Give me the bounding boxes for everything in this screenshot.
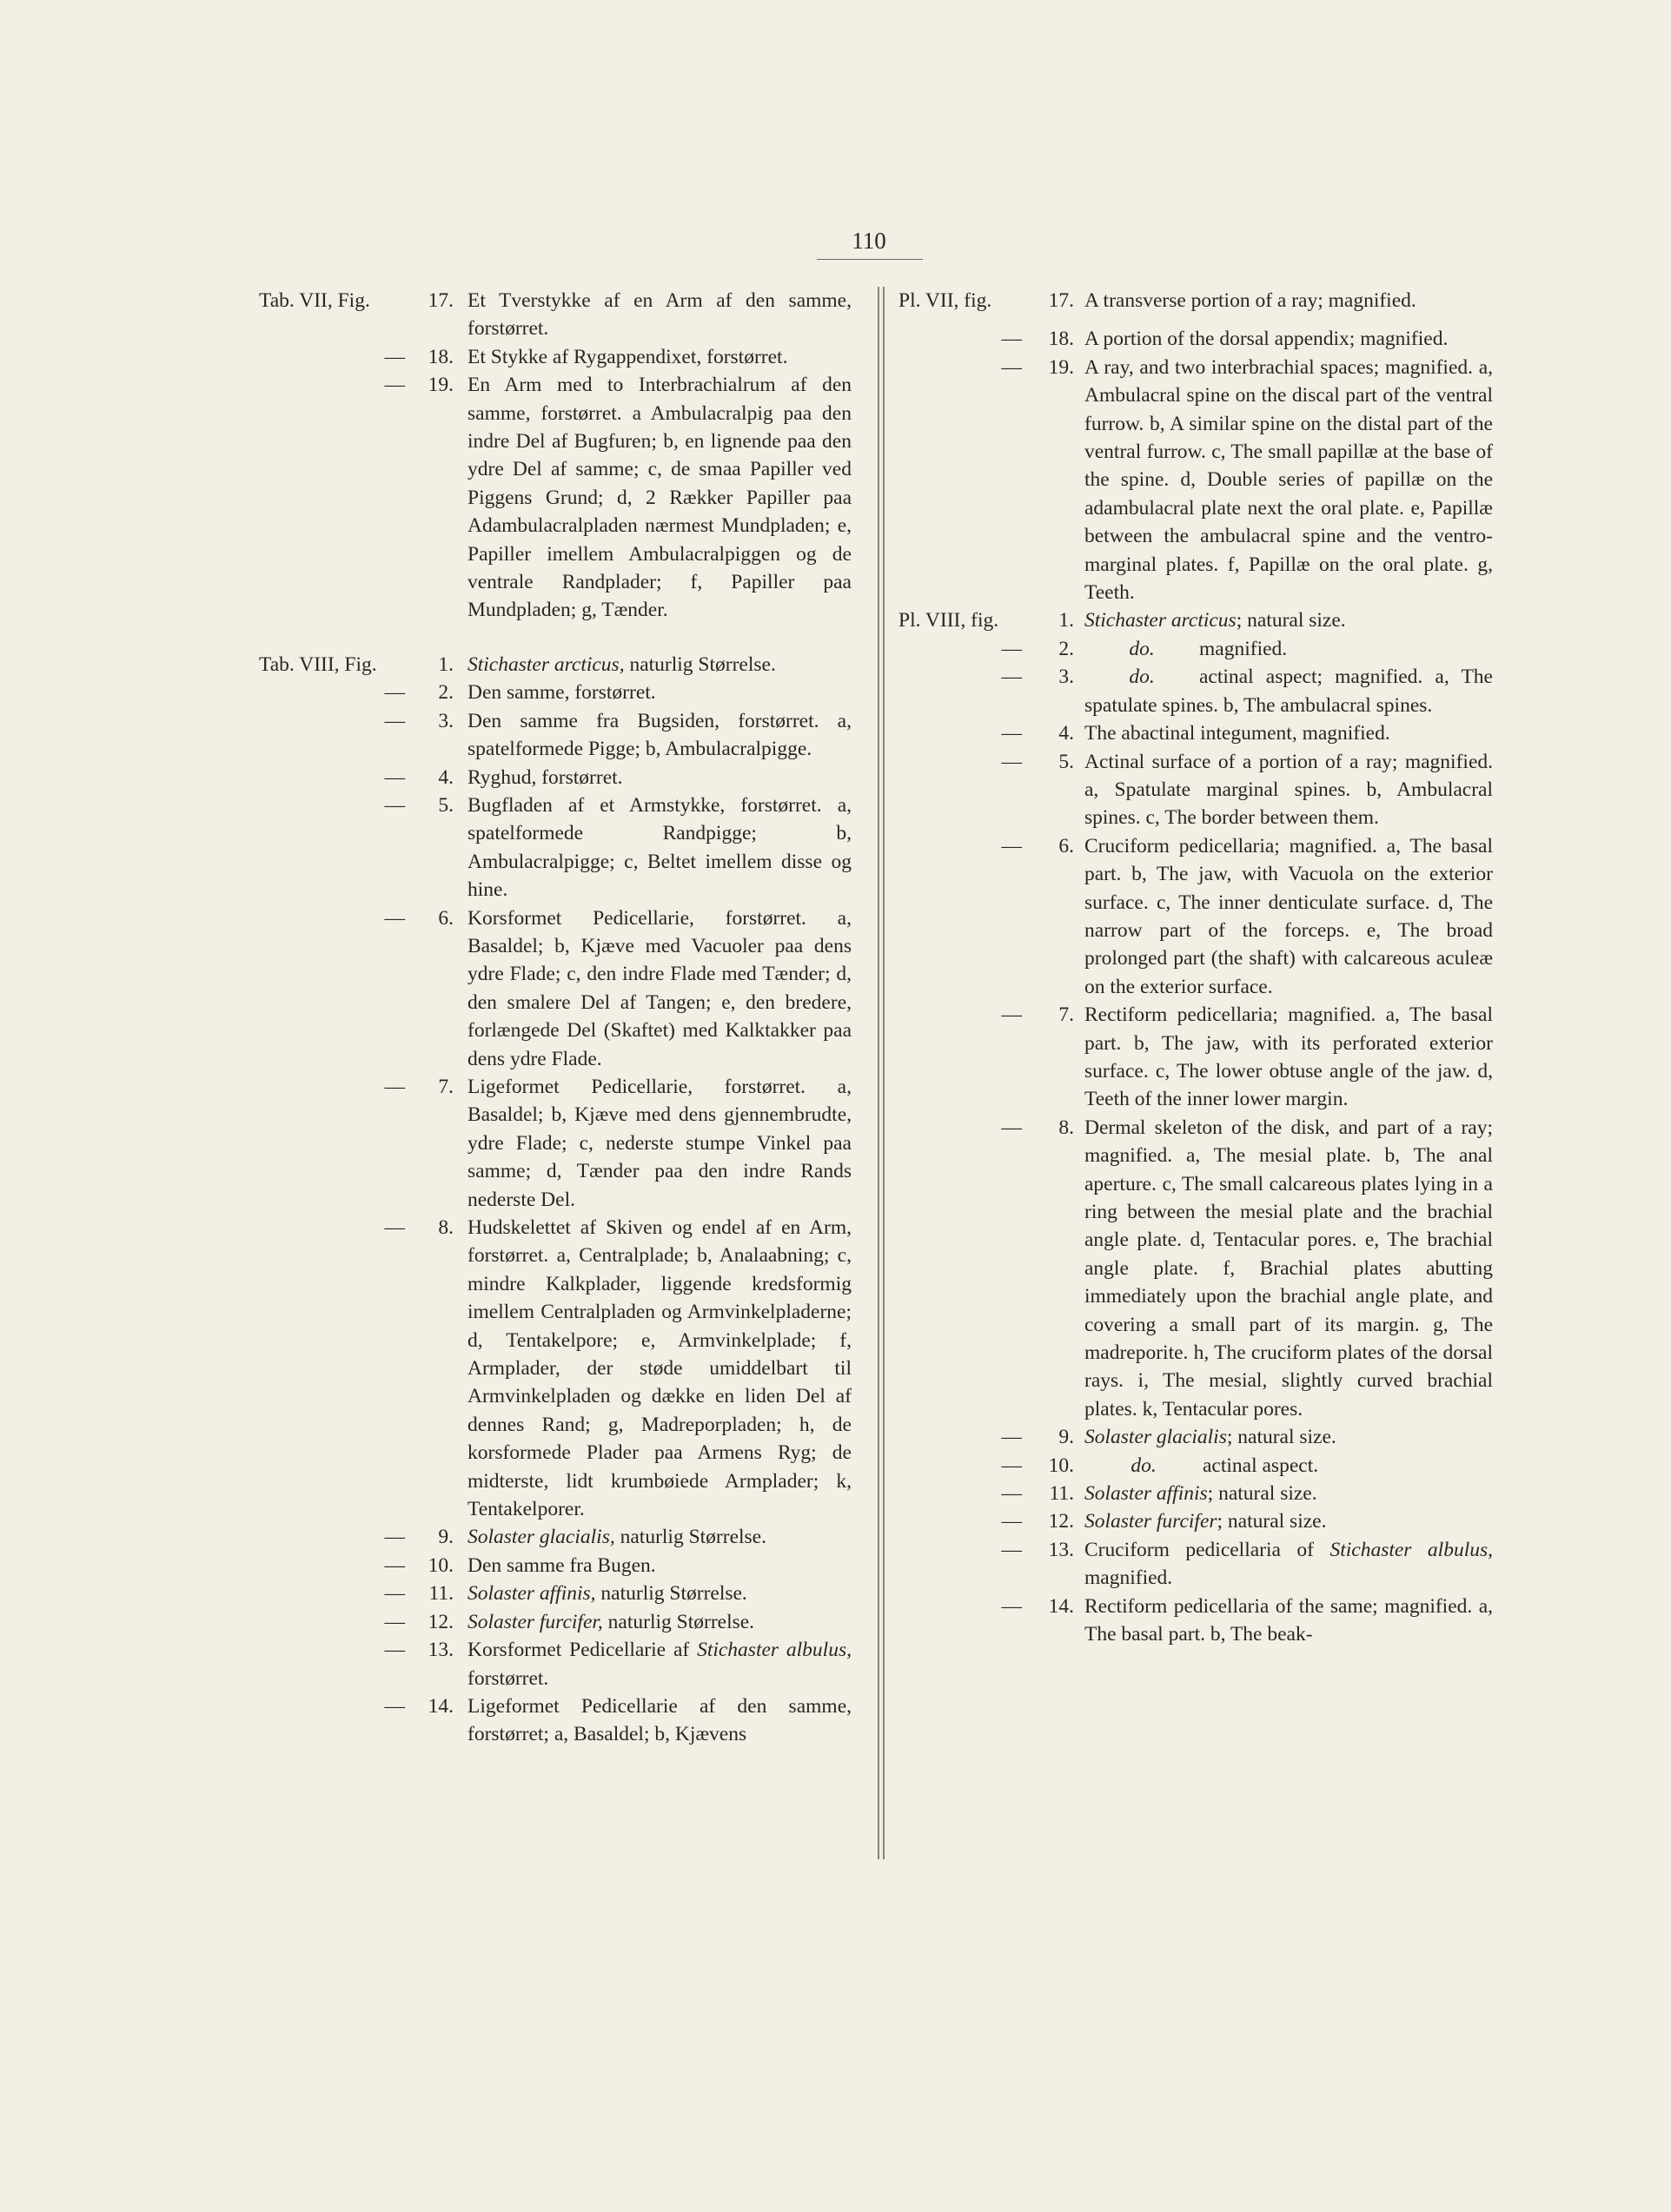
dash: — [1001, 1426, 1022, 1449]
legend-text: A ray, and two interbrachial spaces; magnified. a, Ambulacral spine on the discal part of the ventral furrow. b, A similar spine on the distal part of the ventral furrow. c, The small papillæ at the base of the spine. d, Double series of papillæ on the adambulacral plate next the oral plate. e, Papillæ between the ambulacral spine and the ventro-marginal plates. f, Papillæ on the oral plate. g, Teeth. [1084, 355, 1493, 605]
species-name: Stichaster arcticus, [467, 652, 625, 676]
dash: — [384, 374, 405, 397]
dash: — [1001, 750, 1022, 773]
species-name: Stichaster albulus, [697, 1639, 852, 1662]
figure-number: 8. [1058, 1116, 1074, 1139]
legend-text: A portion of the dorsal appendix; magnified. [1084, 328, 1449, 351]
legend-entry [259, 1636, 852, 1692]
legend-entry [898, 832, 1493, 1001]
dash: — [1001, 328, 1022, 351]
legend-entry [259, 371, 852, 625]
legend-text: Hudskelettet af Skiven og endel af en Arm, forstørret. a, Centralplade; b, Analaabning; c, mindre Kalkplader, liggende kredsformig imellem Centralpladen og Armvinkelpladerne; d, Tentakelpore; e, Armvinkelplade; f, Armplader, der støde umiddelbart til Armvinkelpladen og dække en liden Del af dennes Rand; g, Madreporpladen; h, de korsformede Plader paa Armens Ryg; de midterste, lidt krumbøiede Armplader; k, Tentakelporer. [467, 1216, 852, 1521]
figure-number: 17. [1048, 289, 1074, 312]
figure-number: 3. [438, 709, 454, 732]
column-divider [878, 287, 879, 1859]
english-column [898, 287, 1493, 1649]
dash: — [384, 1553, 405, 1577]
dash: — [1001, 1538, 1022, 1561]
legend-text: Ligeformet Pedicellarie af den samme, forstørret; a, Basaldel; b, Kjævens [467, 1694, 852, 1746]
plate-label: Pl. VII, fig. [898, 289, 992, 312]
dash: — [384, 1216, 405, 1239]
figure-number: 3. [1058, 666, 1074, 689]
species-name: Solaster furcifer, [467, 1610, 603, 1633]
dash: — [384, 906, 405, 930]
legend-text: En Arm med to Interbrachialrum af den samme, forstørret. a Ambulacralpig paa den indre Del af Bugfuren; b, en lignende paa den ydre Del af samme; c, de smaa Papiller ved Piggens Grund; d, 2 Rækker Papiller paa Adambulacralpladen nærmest Mundpladen; e, Papiller imellem Ambulacralpiggen og de ventrale Randplader; f, Papiller paa Mundpladen; g, Tænder. [467, 374, 852, 622]
legend-text: do. magnified. [1084, 635, 1493, 663]
legend-entry [259, 764, 852, 791]
legend-entry [259, 1552, 852, 1580]
legend-entry [259, 1523, 852, 1551]
figure-number: 12. [428, 1610, 454, 1633]
legend-text: The abactinal integument, magnified. [1084, 722, 1390, 745]
dash: — [384, 1582, 405, 1606]
legend-text: Actinal surface of a portion of a ray; magnified. a, Spatulate marginal spines. b, Ambulacral spines. c, The border between them. [1084, 750, 1493, 830]
dash: — [1001, 355, 1022, 379]
figure-number: 10. [428, 1553, 454, 1577]
dash: — [1001, 1116, 1022, 1139]
figure-number: 9. [438, 1526, 454, 1549]
figure-number: 11. [1049, 1482, 1074, 1506]
figure-number: 11. [428, 1582, 454, 1606]
legend-entry [259, 904, 852, 1073]
species-name: Stichaster arcticus [1084, 609, 1237, 632]
figure-number: 12. [1048, 1510, 1074, 1533]
figure-number: 18. [1048, 328, 1074, 351]
figure-number: 4. [1058, 722, 1074, 745]
legend-text: Korsformet Pedicellarie, forstørret. a, Basaldel; b, Kjæve med Vacuoler paa dens ydre Flade; c, den indre Flade med Tænder; d, den smalere Del af Tangen; e, den bredere, forlængede Del (Skaftet) med Kalktakker paa dens ydre Flade. [467, 906, 852, 1070]
legend-text: Ryghud, forstørret. [467, 765, 623, 789]
figure-number: 17. [428, 289, 454, 312]
dash: — [384, 1610, 405, 1633]
figure-number: 19. [1048, 355, 1074, 379]
dash: — [384, 1526, 405, 1549]
dash: — [384, 765, 405, 789]
species-name: Solaster glacialis [1084, 1426, 1227, 1449]
legend-entry [898, 1536, 1493, 1593]
dash: — [1001, 834, 1022, 858]
legend-entry [259, 679, 852, 706]
legend-text: Korsformet Pedicellarie af Stichaster albulus, forstørret. [467, 1639, 852, 1690]
legend-text: Den samme fra Bugen. [467, 1553, 656, 1577]
figure-number: 2. [438, 681, 454, 705]
legend-entry [898, 635, 1493, 663]
figure-number: 14. [428, 1694, 454, 1718]
figure-number: 13. [1048, 1538, 1074, 1561]
dash: — [1001, 722, 1022, 745]
dash: — [1001, 666, 1022, 689]
dash: — [384, 1075, 405, 1098]
legend-entry [898, 1114, 1493, 1423]
dash: — [384, 1694, 405, 1718]
figure-number: 1. [438, 652, 454, 676]
dash: — [384, 709, 405, 732]
legend-text: do. actinal aspect; magnified. a, The spatulate spines. b, The ambulacral spines. [1084, 663, 1493, 719]
figure-number: 1. [1058, 609, 1074, 632]
figure-number: 10. [1048, 1454, 1074, 1477]
legend-text: Solaster affinis; natural size. [1084, 1482, 1317, 1506]
legend-entry [898, 1480, 1493, 1507]
legend-text: Stichaster arcticus; natural size. [1084, 609, 1346, 632]
legend-text: Rectiform pedicellaria of the same; magnified. a, The basal part. b, The beak- [1084, 1594, 1493, 1646]
ditto-mark: do. [1131, 1454, 1157, 1477]
dash: — [384, 681, 405, 705]
figure-number: 4. [438, 765, 454, 789]
species-name: Solaster glacialis, [467, 1526, 615, 1549]
page-number: 110 [852, 228, 886, 254]
ditto-mark: do. [1129, 666, 1155, 689]
figure-number: 8. [438, 1216, 454, 1239]
dash: — [1001, 1482, 1022, 1506]
dash: — [384, 345, 405, 368]
legend-entry [259, 1214, 852, 1523]
species-name: Solaster affinis, [467, 1582, 596, 1606]
legend-entry [898, 606, 1493, 634]
legend-entry [259, 1073, 852, 1214]
column-divider-second [883, 287, 885, 1859]
legend-text: Cruciform pedicellaria; magnified. a, The basal part. b, The jaw, with Vacuola on the exterior surface. c, The inner denticulate surface. d, The narrow part of the forceps. e, The broad prolonged part (the shaft) with calcareous aculeæ on the exterior surface. [1084, 834, 1493, 998]
legend-entry [898, 1001, 1493, 1114]
legend-entry [898, 748, 1493, 832]
legend-entry [898, 1452, 1493, 1480]
legend-text: Ligeformet Pedicellarie, forstørret. a, Basaldel; b, Kjæve med dens gjennembrudte, ydre Flade; c, nederste stumpe Vinkel paa samme; d, Tænder paa den indre Rands nederste Del. [467, 1075, 852, 1211]
legend-text: Stichaster arcticus, naturlig Størrelse. [467, 652, 776, 676]
dash: — [384, 1639, 405, 1662]
legend-text: do. actinal aspect. [1084, 1452, 1493, 1480]
legend-entry [898, 325, 1493, 353]
legend-text: Solaster affinis, naturlig Størrelse. [467, 1582, 747, 1606]
legend-entry [259, 1580, 852, 1607]
legend-text: Rectiform pedicellaria; magnified. a, The basal part. b, The jaw, with its perforated exterior surface. c, The lower obtuse angle of the jaw. d, Teeth of the inner lower margin. [1084, 1003, 1493, 1111]
legend-text: Solaster glacialis, naturlig Størrelse. [467, 1526, 766, 1549]
figure-number: 19. [428, 374, 454, 397]
legend-entry [898, 719, 1493, 747]
danish-column [259, 287, 852, 1749]
legend-entry [259, 1608, 852, 1636]
species-name: Solaster furcifer [1084, 1510, 1217, 1533]
legend-text: Den samme fra Bugsiden, forstørret. a, spatelformede Pigge; b, Ambulacralpigge. [467, 709, 852, 761]
figure-number: 5. [1058, 750, 1074, 773]
legend-entry [259, 651, 852, 679]
figure-number: 7. [1058, 1003, 1074, 1027]
dash: — [1001, 637, 1022, 660]
figure-number: 14. [1048, 1594, 1074, 1618]
legend-text: Solaster glacialis; natural size. [1084, 1426, 1336, 1449]
legend-text: Den samme, forstørret. [467, 681, 656, 705]
dash: — [1001, 1003, 1022, 1027]
figure-number: 6. [1058, 834, 1074, 858]
legend-entry [259, 343, 852, 371]
legend-entry [898, 1593, 1493, 1649]
legend-text: Solaster furcifer; natural size. [1084, 1510, 1327, 1533]
figure-number: 9. [1058, 1426, 1074, 1449]
figure-number: 13. [428, 1639, 454, 1662]
plate-label: Pl. VIII, fig. [898, 609, 999, 632]
species-name: Stichaster albulus [1330, 1538, 1489, 1561]
legend-text: A transverse portion of a ray; magnified. [1084, 289, 1416, 312]
legend-entry [898, 1507, 1493, 1535]
figure-number: 5. [438, 793, 454, 817]
dash: — [1001, 1594, 1022, 1618]
legend-entry [259, 791, 852, 904]
legend-text: Et Stykke af Rygappendixet, forstørret. [467, 345, 788, 368]
figure-number: 6. [438, 906, 454, 930]
figure-number: 2. [1058, 637, 1074, 660]
legend-entry [259, 287, 852, 343]
ditto-mark: do. [1129, 637, 1155, 660]
legend-entry [898, 1423, 1493, 1451]
figure-number: 7. [438, 1075, 454, 1098]
legend-entry [898, 354, 1493, 607]
dash: — [384, 793, 405, 817]
legend-text: Et Tverstykke af en Arm af den samme, forstørret. [467, 289, 852, 341]
plate-label: Tab. VII, Fig. [259, 289, 370, 312]
figure-number: 18. [428, 345, 454, 368]
legend-entry [898, 663, 1493, 719]
species-name: Solaster affinis [1084, 1482, 1208, 1506]
legend-entry [259, 1692, 852, 1749]
legend-text: Solaster furcifer, naturlig Størrelse. [467, 1610, 755, 1633]
legend-text: Bugfladen af et Armstykke, forstørret. a, spatelformede Randpigge; b, Ambulacralpigge; c, Beltet imellem disse og hine. [467, 793, 852, 902]
plate-label: Tab. VIII, Fig. [259, 652, 377, 676]
dash: — [1001, 1454, 1022, 1477]
page-number-rule [817, 259, 923, 260]
legend-entry [898, 287, 1493, 315]
legend-text: Cruciform pedicellaria of Stichaster albulus, magnified. [1084, 1538, 1494, 1590]
legend-entry [259, 707, 852, 764]
legend-text: Dermal skeleton of the disk, and part of a ray; magnified. a, The mesial plate. b, The anal aperture. c, The small calcareous plates lying in a ring between the mesial plate and the brachial angle plate. d, Tentacular pores. e, The brachial angle plate. f, Brachial plates abutting immediately upon the brachial angle plate, and covering a small part of its margin. g, The madreporite. h, The cruciform plates of the dorsal rays. i, The mesial, slightly curved brachial plates. k, Tentacular pores. [1084, 1116, 1493, 1421]
dash: — [1001, 1510, 1022, 1533]
